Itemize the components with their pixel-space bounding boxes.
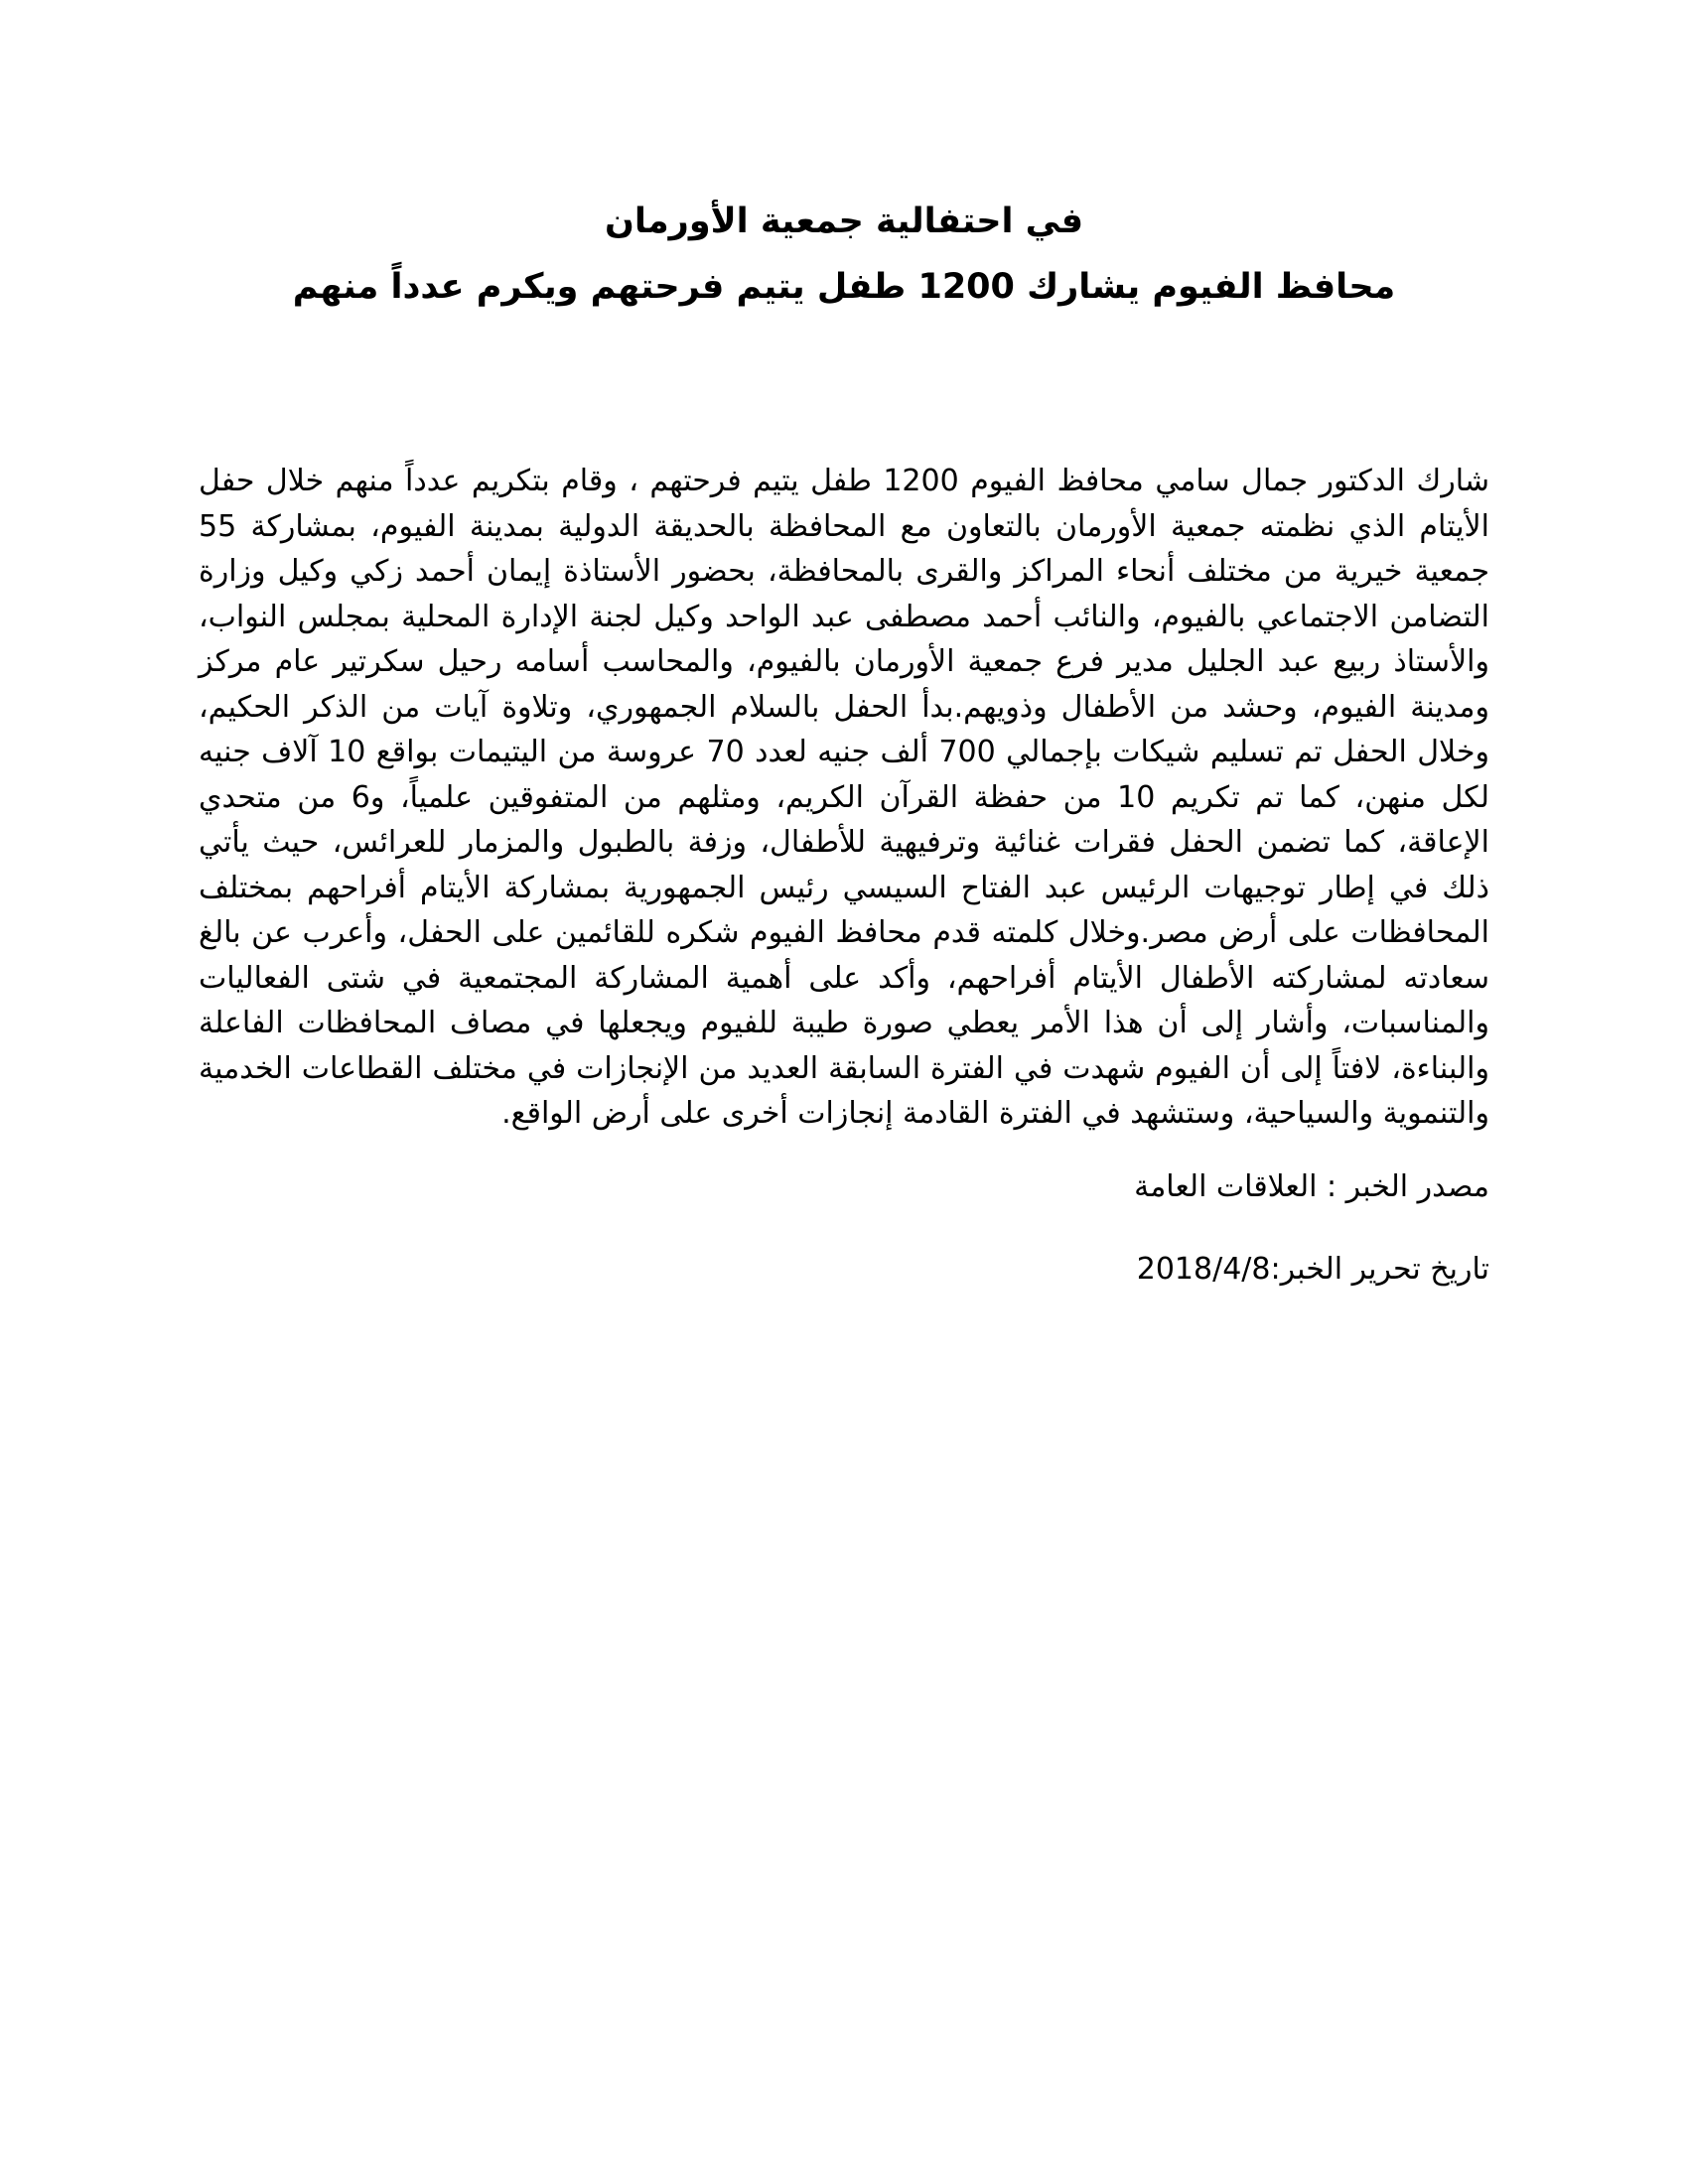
news-source: مصدر الخبر : العلاقات العامة [1134, 1168, 1489, 1204]
headline-line-2: محافظ الفيوم يشارك 1200 طفل يتيم فرحتهم ويكرم عدداً منهم [292, 267, 1396, 307]
headline [199, 189, 1489, 320]
article-section [199, 459, 1489, 1292]
article-body: شارك الدكتور جمال سامي محافظ الفيوم 1200 طفل يتيم فرحتهم ، وقام بتكريم عدداً منهم خلال حفل الأيتام الذي نظمته جمعية الأورمان بالتعاون مع المحافظة بالحديقة الدولية بمدينة الفيوم، بمشاركة 55 جمعية خيرية من مختلف أنحاء المراكز والقرى بالمحافظة، بحضور الأستاذة إيمان أحمد زكي وكيل وزارة التضامن الاجتماعي بالفيوم، والنائب أحمد مصطفى عبد الواحد وكيل لجنة الإدارة المحلية بمجلس النواب، والأستاذ ربيع عبد الجليل مدير فرع جمعية الأورمان بالفيوم، والمحاسب أسامه رحيل سكرتير عام مركز ومدينة الفيوم، وحشد من الأطفال وذويهم.بدأ الحفل بالسلام الجمهوري، وتلاوة آيات من الذكر الحكيم، وخلال الحفل تم تسليم شيكات بإجمالي 700 ألف جنيه لعدد 70 عروسة من اليتيمات بواقع 10 آلاف جنيه لكل منهن، كما تم تكريم 10 من حفظة القرآن الكريم، ومثلهم من المتفوقين علمياً، و6 من متحدي الإعاقة، كما تضمن الحفل فقرات غنائية وترفيهية للأطفال، وزفة بالطبول والمزمار للعرائس، حيث يأتي ذلك في إطار توجيهات الرئيس عبد الفتاح السيسي رئيس الجمهورية بمشاركة الأيتام أفراحهم بمختلف المحافظات على أرض مصر.وخلال كلمته قدم محافظ الفيوم شكره للقائمين على الحفل، وأعرب عن بالغ سعادته لمشاركته الأطفال الأيتام أفراحهم، وأكد على أهمية المشاركة المجتمعية في شتى الفعاليات والمناسبات، وأشار إلى أن هذا الأمر يعطي صورة طيبة للفيوم ويجعلها في مصاف المحافظات الفاعلة والبناءة، لافتاً إلى أن الفيوم شهدت في الفترة السابقة العديد من الإنجازات في مختلف القطاعات الخدمية والتنموية والسياحية، وستشهد في الفترة القادمة إنجازات أخرى على أرض الواقع. [199, 464, 1489, 1131]
edit-date: تاريخ تحرير الخبر:2018/4/8 [1136, 1251, 1489, 1287]
headline-line-1: في احتفالية جمعية الأورمان [605, 202, 1083, 241]
